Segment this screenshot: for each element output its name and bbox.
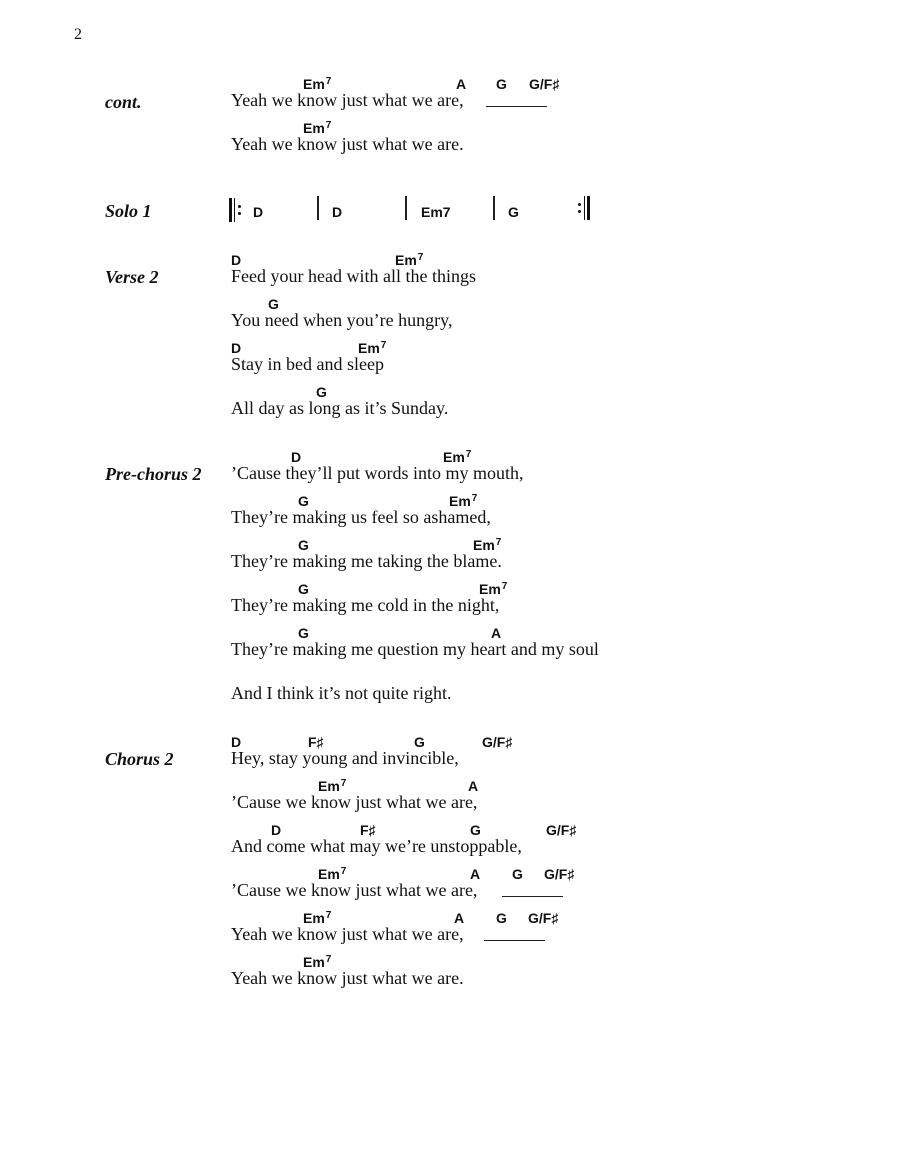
lyric-line: Yeah we know just what we are, xyxy=(231,90,464,110)
lyric-line: ’Cause we know just what we are, xyxy=(231,880,478,900)
lyric-line: Hey, stay young and invincible, xyxy=(231,748,459,768)
lyric-line: And come what may we’re unstoppable, xyxy=(231,836,522,856)
chord-em7: Em$^7$ xyxy=(318,778,347,794)
chord-d: D xyxy=(231,734,242,750)
chord-g: G xyxy=(496,76,507,92)
chord-g-fsharp: G/F♯ xyxy=(482,734,513,750)
chord-g: G xyxy=(298,537,309,553)
chord-g: G xyxy=(268,296,279,312)
chord-g: G xyxy=(298,625,309,641)
section-label-chorus-2: Chorus 2 xyxy=(105,749,174,769)
bar-line xyxy=(493,196,495,220)
chord-g-fsharp: G/F♯ xyxy=(544,866,575,882)
chord-g: G xyxy=(496,910,507,926)
chord-em7: Em$^7$ xyxy=(449,493,478,509)
chord-d: D xyxy=(271,822,282,838)
bar-line xyxy=(317,196,319,220)
chord-g-fsharp: G/F♯ xyxy=(528,910,559,926)
chord-em7: Em$^7$ xyxy=(358,340,387,356)
section-label-solo-1: Solo 1 xyxy=(105,201,152,221)
lyric-line: Yeah we know just what we are, xyxy=(231,924,464,944)
lyric-line: They’re making us feel so ashamed, xyxy=(231,507,491,527)
solo-bar-chord: G xyxy=(508,204,519,220)
chord-em7: Em$^7$ xyxy=(318,866,347,882)
bar-line xyxy=(405,196,407,220)
lyric-line: They’re making me taking the blame. xyxy=(231,551,502,571)
chord-g: G xyxy=(512,866,523,882)
hold-line xyxy=(502,896,563,897)
chord-g: G xyxy=(414,734,425,750)
chord-a: A xyxy=(454,910,465,926)
section-label-cont: cont. xyxy=(105,92,142,112)
chord-a: A xyxy=(470,866,481,882)
solo-bar-chord: Em7 xyxy=(421,204,451,220)
chord-g-fsharp: G/F♯ xyxy=(529,76,560,92)
chord-em7: Em$^7$ xyxy=(303,954,332,970)
chord-em7: Em$^7$ xyxy=(443,449,472,465)
chord-f-sharp: F♯ xyxy=(360,822,376,838)
lyric-line: ’Cause they’ll put words into my mouth, xyxy=(231,463,524,483)
chord-a: A xyxy=(491,625,502,641)
page-number: 2 xyxy=(74,26,82,43)
chord-g: G xyxy=(298,493,309,509)
chord-d: D xyxy=(231,252,242,268)
lyric-line: Feed your head with all the things xyxy=(231,266,476,286)
lyric-line: Yeah we know just what we are. xyxy=(231,134,464,154)
chord-a: A xyxy=(468,778,479,794)
chord-g-fsharp: G/F♯ xyxy=(546,822,577,838)
section-label-verse-2: Verse 2 xyxy=(105,267,159,287)
hold-line xyxy=(484,940,545,941)
chord-em7: Em$^7$ xyxy=(395,252,424,268)
lyric-line: And I think it’s not quite right. xyxy=(231,683,452,703)
chord-em7: Em$^7$ xyxy=(473,537,502,553)
chord-g: G xyxy=(470,822,481,838)
chord-em7: Em$^7$ xyxy=(479,581,508,597)
chord-f-sharp: F♯ xyxy=(308,734,324,750)
solo-bar-chord: D xyxy=(253,204,264,220)
chord-em7: Em$^7$ xyxy=(303,910,332,926)
section-label-pre-chorus-2: Pre-chorus 2 xyxy=(105,464,202,484)
hold-line xyxy=(486,106,547,107)
lyric-line: Yeah we know just what we are. xyxy=(231,968,464,988)
solo-bar-chord: D xyxy=(332,204,343,220)
chord-d: D xyxy=(291,449,302,465)
lyric-line: They’re making me cold in the night, xyxy=(231,595,500,615)
chord-g: G xyxy=(316,384,327,400)
lyric-line: Stay in bed and sleep xyxy=(231,354,384,374)
chord-em7: Em$^7$ xyxy=(303,76,332,92)
lyric-line: You need when you’re hungry, xyxy=(231,310,453,330)
chord-d: D xyxy=(231,340,242,356)
chord-em7: Em$^7$ xyxy=(303,120,332,136)
lyric-line: They’re making me question my heart and my soul xyxy=(231,639,599,659)
chord-a: A xyxy=(456,76,467,92)
chord-g: G xyxy=(298,581,309,597)
repeat-start-sign xyxy=(229,198,243,222)
repeat-end-sign xyxy=(576,196,590,220)
lyric-line: All day as long as it’s Sunday. xyxy=(231,398,449,418)
lyric-line: ’Cause we know just what we are, xyxy=(231,792,478,812)
